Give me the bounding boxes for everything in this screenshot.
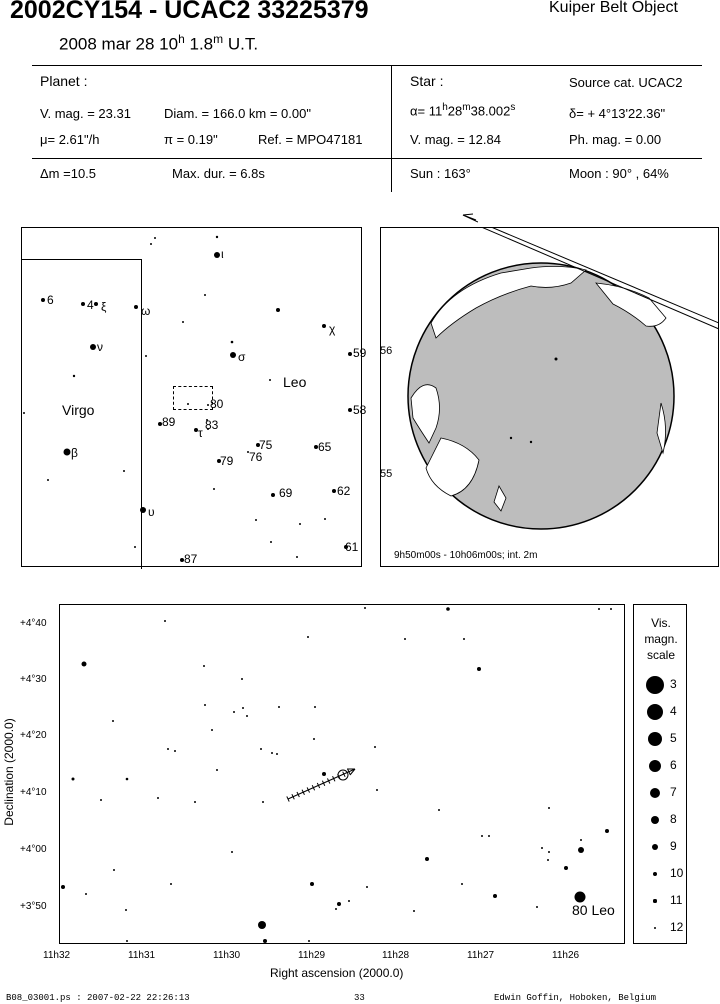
detail-star xyxy=(194,801,196,803)
detail-star xyxy=(404,638,406,640)
scale-dot xyxy=(650,788,660,798)
finder-star xyxy=(187,403,189,405)
finder-star xyxy=(140,507,146,513)
finder-star-label: 75 xyxy=(259,438,273,452)
detail-star xyxy=(260,748,262,750)
globe-map xyxy=(381,228,719,567)
scale-dot xyxy=(649,760,661,772)
finder-star xyxy=(204,294,206,296)
header-rule-top xyxy=(32,65,702,66)
finder-star-label: 65 xyxy=(318,440,332,454)
finder-star xyxy=(64,449,71,456)
detail-star xyxy=(364,607,366,609)
finder-star-label: σ xyxy=(238,350,246,364)
finder-star xyxy=(348,408,352,412)
header-divider xyxy=(391,66,392,192)
x-tick-label: 11h31 xyxy=(128,950,156,961)
globe-lat-label-56: 56 xyxy=(380,345,393,357)
scale-dot xyxy=(648,732,662,746)
detail-star xyxy=(463,638,465,640)
finder-star xyxy=(145,355,147,357)
detail-star xyxy=(258,921,266,929)
detail-star xyxy=(335,908,337,910)
detail-star xyxy=(242,707,244,709)
footer-author: Edwin Goffin, Hoboken, Belgium xyxy=(494,993,657,1003)
finder-star xyxy=(94,302,98,306)
scale-mag-label: 4 xyxy=(670,704,677,718)
detail-star xyxy=(112,720,114,722)
finder-star-label: 6 xyxy=(47,293,54,307)
sun-elongation: Sun : 163° xyxy=(410,166,471,181)
detail-star xyxy=(113,869,115,871)
detail-star xyxy=(366,886,368,888)
y-tick-label: +3°50 xyxy=(20,901,47,912)
detail-star xyxy=(125,909,127,911)
y-tick-label: +4°00 xyxy=(20,844,47,855)
max-duration: Max. dur. = 6.8s xyxy=(172,166,265,181)
shadow-path-arrowhead xyxy=(458,205,478,227)
finder-star xyxy=(230,352,236,358)
x-tick-label: 11h27 xyxy=(467,950,495,961)
finder-star-label: 79 xyxy=(220,454,234,468)
finder-star xyxy=(216,236,218,238)
finder-star-label: 76 xyxy=(249,450,263,464)
detail-star xyxy=(100,799,102,801)
globe-panel xyxy=(380,227,719,567)
detail-star xyxy=(580,839,582,841)
detail-star xyxy=(548,807,550,809)
finder-star xyxy=(348,352,352,356)
finder-star xyxy=(73,375,75,377)
detail-star xyxy=(610,608,612,610)
star-ra: $\alpha= 11^h28^m38.002^s$ xyxy=(410,102,516,119)
detail-star xyxy=(425,857,429,861)
detail-star xyxy=(376,789,378,791)
star-phmag: Ph. mag. = 0.00 xyxy=(569,132,662,147)
detail-star xyxy=(547,859,549,861)
finder-star-label: τ xyxy=(198,426,203,440)
planet-mu: μ= 2.61"/h xyxy=(40,132,100,147)
detail-star xyxy=(61,885,65,889)
finder-star-label: 61 xyxy=(345,540,359,554)
finder-star-label: β xyxy=(71,446,78,460)
detail-star xyxy=(72,778,75,781)
detail-star xyxy=(174,750,176,752)
detail-star xyxy=(578,847,584,853)
detail-star xyxy=(477,667,481,671)
finder-star-label: 69 xyxy=(279,486,293,500)
page-title: 2002CY154 - UCAC2 33225379 xyxy=(10,0,369,24)
finder-star-label: 62 xyxy=(337,484,351,498)
finder-star xyxy=(276,308,280,312)
scale-dot xyxy=(647,704,663,720)
scale-mag-label: 8 xyxy=(670,812,677,826)
constellation-label-leo: Leo xyxy=(283,374,307,390)
detail-star xyxy=(157,797,159,799)
detail-star xyxy=(167,748,169,750)
detail-star xyxy=(337,902,341,906)
finder-star xyxy=(207,404,209,406)
finder-star xyxy=(322,324,326,328)
detail-star xyxy=(164,620,166,622)
finder-star xyxy=(134,546,136,548)
detail-star xyxy=(170,883,172,885)
detail-star xyxy=(310,882,314,886)
scale-dot xyxy=(646,676,664,694)
star-vmag: V. mag. = 12.84 xyxy=(410,132,501,147)
finder-star xyxy=(90,344,96,350)
star-heading: Star : xyxy=(410,73,444,89)
detail-star xyxy=(233,711,235,713)
detail-star xyxy=(413,910,415,912)
detail-chart-stars xyxy=(59,604,625,944)
finder-star-label: ν xyxy=(97,340,103,354)
scale-dot xyxy=(653,872,657,876)
detail-star xyxy=(263,939,267,943)
x-axis-title: Right ascension (2000.0) xyxy=(270,966,404,980)
planet-vmag: V. mag. = 23.31 xyxy=(40,106,131,121)
detail-star xyxy=(322,772,326,776)
finder-star-label: χ xyxy=(329,322,336,336)
finder-star xyxy=(271,493,275,497)
object-type: Kuiper Belt Object xyxy=(549,0,678,16)
finder-star xyxy=(47,479,49,481)
detail-star xyxy=(241,678,243,680)
finder-star xyxy=(255,519,257,521)
finder-star xyxy=(270,541,272,543)
x-tick-label: 11h29 xyxy=(298,950,326,961)
globe-caption: 9h50m00s - 10h06m00s; int. 2m xyxy=(394,550,538,561)
finder-star xyxy=(332,489,336,493)
detail-star xyxy=(575,892,586,903)
detail-star xyxy=(85,893,87,895)
finder-star xyxy=(182,321,184,323)
delta-mag: Δm =10.5 xyxy=(40,166,97,181)
detail-star xyxy=(314,706,316,708)
planet-diam: Diam. = 166.0 km = 0.00" xyxy=(164,106,311,121)
scale-dot xyxy=(653,899,656,902)
finder-star-label: ξ xyxy=(101,300,107,314)
star-source: Source cat. UCAC2 xyxy=(569,75,683,90)
detail-star xyxy=(348,900,350,902)
detail-star xyxy=(82,662,87,667)
detail-star xyxy=(536,906,538,908)
star-dec: δ= + 4°13'22.36" xyxy=(569,106,666,121)
globe-lat-label-55: 55 xyxy=(380,468,393,480)
detail-star xyxy=(126,940,128,942)
finder-star xyxy=(299,523,301,525)
scale-dot xyxy=(652,844,658,850)
detail-star xyxy=(278,706,280,708)
scale-mag-label: 9 xyxy=(670,839,677,853)
finder-star xyxy=(134,305,138,309)
scale-title: Vis. magn. scale xyxy=(644,616,678,662)
finder-star-label: 4 xyxy=(87,298,94,312)
detail-star xyxy=(216,769,218,771)
y-tick-label: +4°10 xyxy=(20,787,47,798)
detail-star xyxy=(446,607,450,611)
finder-star xyxy=(269,379,271,381)
moon-info: Moon : 90° , 64% xyxy=(569,166,669,181)
finder-star-label: ω xyxy=(141,304,151,318)
detail-star xyxy=(126,778,129,781)
finder-star xyxy=(81,302,85,306)
finder-star xyxy=(123,470,125,472)
y-axis-title: Declination (2000.0) xyxy=(2,718,16,826)
detail-star xyxy=(308,940,310,942)
event-datetime: 2008 mar 28 10$^h$ 1.8$^m$ U.T. xyxy=(59,32,259,54)
finder-star xyxy=(231,341,234,344)
scale-mag-label: 5 xyxy=(670,731,677,745)
detail-star xyxy=(271,752,273,754)
x-tick-label: 11h28 xyxy=(382,950,410,961)
finder-star xyxy=(154,237,156,239)
finder-star-label: 59 xyxy=(353,346,367,360)
finder-star-label: 83 xyxy=(205,418,219,432)
finder-star-label: 80 xyxy=(210,397,224,411)
x-tick-label: 11h30 xyxy=(213,950,241,961)
footer-file: B08_03001.ps : 2007-02-22 22:26:13 xyxy=(6,993,190,1003)
finder-star-label: υ xyxy=(148,505,155,519)
target-star-label: 80 Leo xyxy=(572,902,615,918)
detail-star xyxy=(541,847,543,849)
finder-star xyxy=(23,412,25,414)
scale-mag-label: 10 xyxy=(670,866,684,880)
scale-dot xyxy=(651,816,659,824)
planet-parallax: π = 0.19" xyxy=(164,132,218,147)
detail-star xyxy=(203,665,205,667)
x-tick-label: 11h26 xyxy=(552,950,580,961)
scale-mag-label: 12 xyxy=(670,920,684,934)
finder-star xyxy=(41,298,45,302)
scale-mag-label: 7 xyxy=(670,785,677,799)
magnitude-scale xyxy=(633,604,687,944)
detail-star xyxy=(374,746,376,748)
finder-star-label: 87 xyxy=(184,552,198,566)
finder-star-label: 89 xyxy=(162,415,176,429)
detail-star xyxy=(231,851,233,853)
finder-star xyxy=(214,252,220,258)
detail-star xyxy=(313,738,315,740)
y-tick-label: +4°30 xyxy=(20,674,47,685)
detail-star xyxy=(461,883,463,885)
detail-star xyxy=(548,851,550,853)
scale-mag-label: 11 xyxy=(670,893,683,907)
detail-star xyxy=(493,894,497,898)
finder-star xyxy=(324,518,326,520)
finder-star xyxy=(213,488,215,490)
detail-star xyxy=(488,835,490,837)
planet-heading: Planet : xyxy=(40,73,88,89)
x-tick-label: 11h32 xyxy=(43,950,71,961)
finder-star-label: 58 xyxy=(353,403,367,417)
finder-star xyxy=(150,243,152,245)
detail-star xyxy=(481,835,483,837)
footer-page: 33 xyxy=(354,993,365,1003)
detail-star xyxy=(211,729,213,731)
detail-star xyxy=(598,608,600,610)
scale-mag-label: 6 xyxy=(670,758,677,772)
detail-star xyxy=(307,636,309,638)
detail-star xyxy=(262,801,264,803)
detail-star xyxy=(204,704,206,706)
finder-stars xyxy=(21,227,362,567)
detail-star xyxy=(605,829,609,833)
y-tick-label: +4°40 xyxy=(20,618,47,629)
scale-mag-label: 3 xyxy=(670,677,677,691)
detail-star xyxy=(564,866,568,870)
finder-star-label: ι xyxy=(221,247,224,261)
planet-ref: Ref. = MPO47181 xyxy=(258,132,363,147)
detail-star xyxy=(438,809,440,811)
detail-star xyxy=(246,715,248,717)
header-rule-mid xyxy=(32,158,702,159)
finder-star xyxy=(296,556,298,558)
detail-star xyxy=(276,753,278,755)
occulted-star-marker xyxy=(338,770,348,780)
constellation-label-virgo: Virgo xyxy=(62,402,95,418)
y-tick-label: +4°20 xyxy=(20,730,47,741)
scale-dot xyxy=(654,927,656,929)
